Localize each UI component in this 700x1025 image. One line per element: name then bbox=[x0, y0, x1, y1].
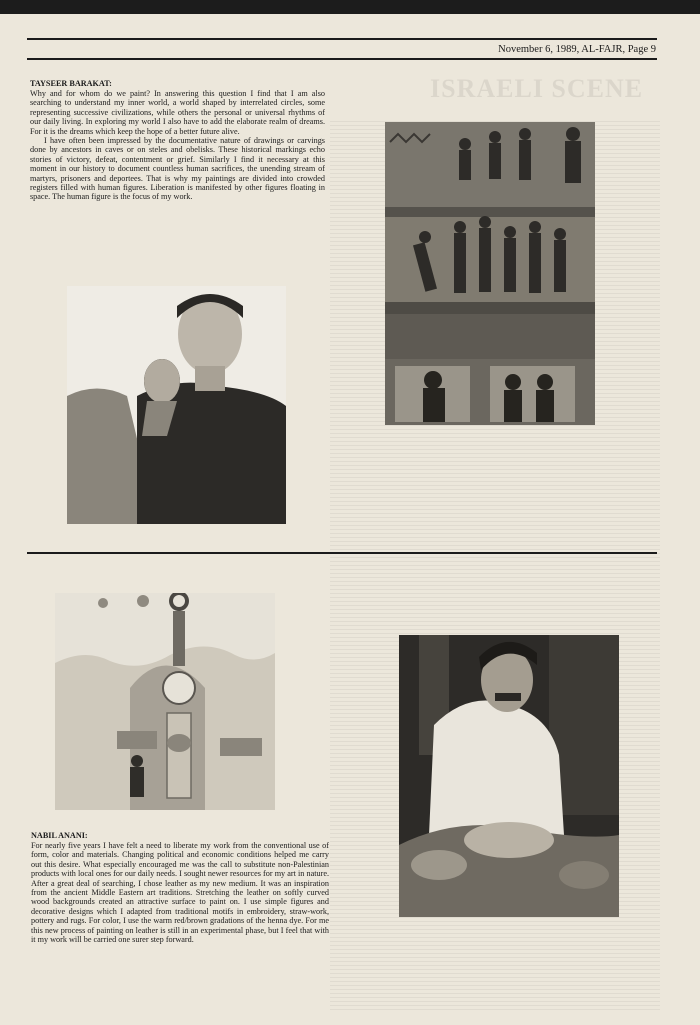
page-dateline: November 6, 1989, AL-FAJR, Page 9 bbox=[498, 44, 656, 55]
anani-working-photo-art bbox=[399, 635, 619, 917]
barakat-portrait-art bbox=[67, 286, 286, 524]
bleed-through-title: ISRAELI SCENE bbox=[430, 74, 644, 103]
anani-leather-painting bbox=[55, 593, 275, 810]
artist2-name: NABIL ANANI: bbox=[31, 831, 88, 840]
artist2-paragraph-1: For nearly five years I have felt a need to liberate my work from the conventional use of form, color and materials. Changing political and economic conditions helped me carry out this desire. What especially encouraged me was the call to substitute non-Palestinian products with local ones for our daily needs. I sought newer resources for my art in nature. After a great deal of searching, I chose leather as my new medium. It was an inspiration from the ancient Middle Eastern art traditions. Stretching the leather on softly curved wood backgrounds created an attractive surface to paint on. I use simple figures and decorative designs which I adapted from traditional motifs in embroidery, straw-work, pottery and rugs. For color, I use the warm red/brown gradations of the henna dye. For me this new process of painting on leather is still in an experimental phase, but I feel that with it my work will be carried one surer step forward. bbox=[31, 841, 329, 945]
artist2-statement bbox=[31, 841, 329, 944]
artist1-statement bbox=[30, 89, 325, 202]
anani-leather-art bbox=[55, 593, 275, 810]
artist1-paragraph-2: I have often been impressed by the documentative nature of drawings or carvings done by ancestors in caves or on steles and obelisks. These historical markings echo stories of victory, defeat, contentment or grief. Similarly I find it necessary at this moment in our history to document countless human sacrifices, the unending stream of martyrs, prisoners and deportees. That is why my paintings are divided into crowded registers filled with human figures. Liberation is manifested by other figures floating in space. The human figure is the focus of my work. bbox=[30, 136, 325, 202]
barakat-portrait bbox=[67, 286, 286, 524]
artist1-name: TAYSEER BARAKAT: bbox=[30, 79, 112, 88]
barakat-painting bbox=[385, 122, 595, 425]
barakat-painting-art bbox=[385, 122, 595, 425]
header-top-rule bbox=[27, 38, 657, 40]
artist1-paragraph-1: Why and for whom do we paint? In answering this question I find that I am also searching to understand my inner world, a world shaped by interrelated circles, some representing successive civilizations, while others the personal or universal rhythms of our daily living. In exploring my world I also have to add the elaborate realm of dreams. For it is the dreams which keep the hope of a better future alive. bbox=[30, 89, 325, 136]
anani-working-photo bbox=[399, 635, 619, 917]
section-divider bbox=[27, 552, 657, 554]
header-bottom-rule bbox=[27, 58, 657, 60]
scan-edge bbox=[0, 0, 700, 14]
